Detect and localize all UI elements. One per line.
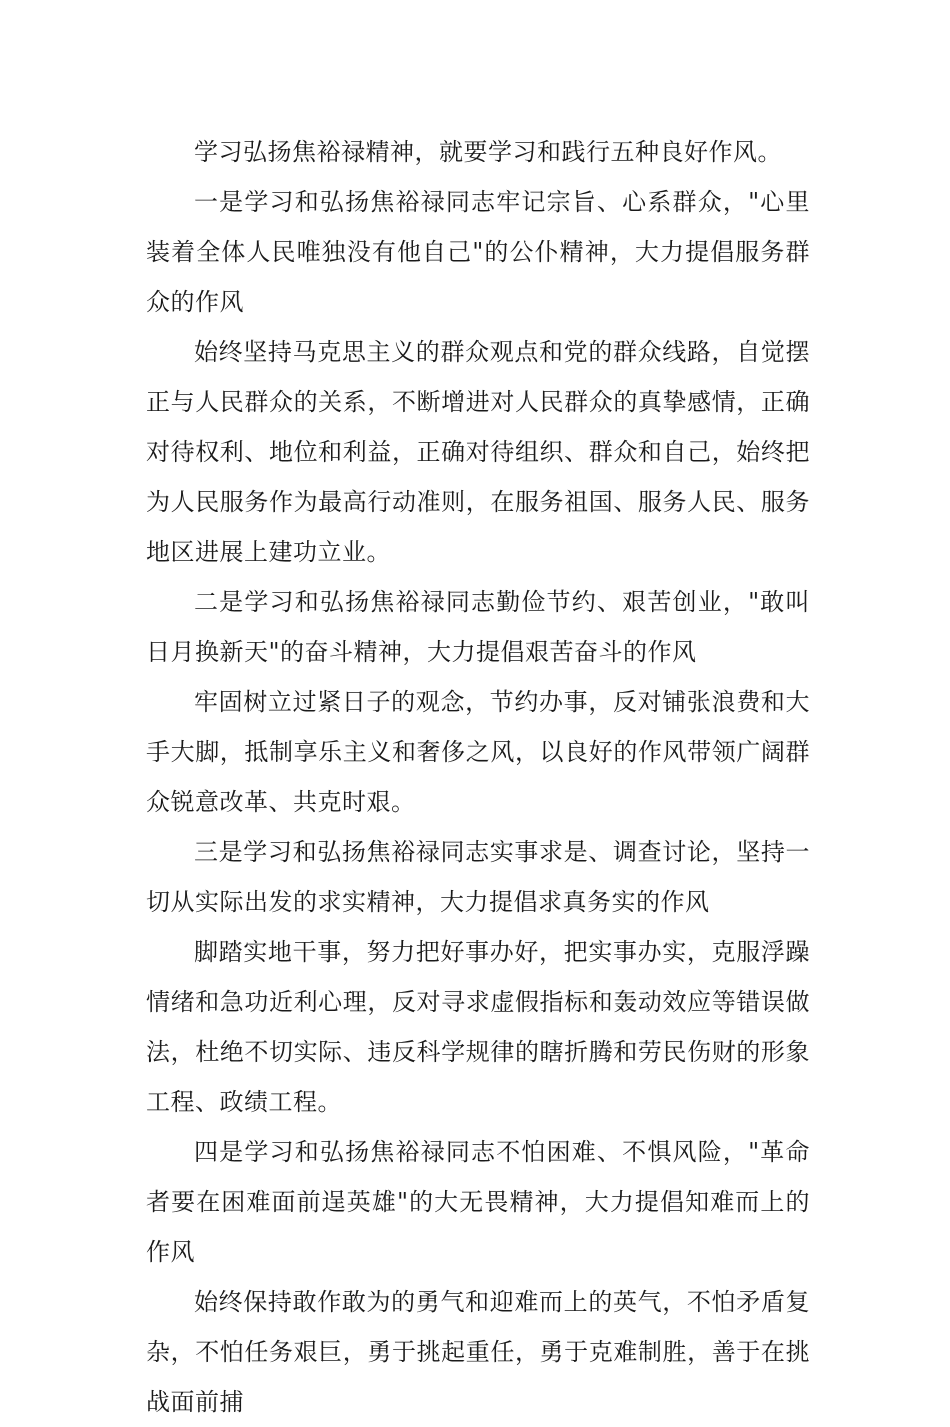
paragraph-heading-3: 三是学习和弘扬焦裕禄同志实事求是、调查讨论，坚持一切从实际出发的求实精神，大力提倡求真务实的作风 xyxy=(146,838,810,916)
paragraph-heading-2: 二是学习和弘扬焦裕禄同志勤俭节约、艰苦创业，"敢叫日月换新天"的奋斗精神，大力提倡艰苦奋斗的作风 xyxy=(146,588,810,666)
paragraph-body-3: 脚踏实地干事，努力把好事办好，把实事办实，克服浮躁情绪和急功近利心理，反对寻求虚假指标和轰动效应等错误做法，杜绝不切实际、违反科学规律的瞎折腾和劳民伤财的形象工程、政绩工程。 xyxy=(146,938,810,1116)
paragraph-body-4: 始终保持敢作敢为的勇气和迎难而上的英气，不怕矛盾复杂，不怕任务艰巨，勇于挑起重任，勇于克难制胜，善于在挑战面前捕 xyxy=(146,1288,810,1416)
paragraph-intro: 学习弘扬焦裕禄精神，就要学习和践行五种良好作风。 xyxy=(194,138,782,166)
document-body xyxy=(146,127,810,1427)
paragraph-heading-4: 四是学习和弘扬焦裕禄同志不怕困难、不惧风险，"革命者要在困难面前逞英雄"的大无畏精神，大力提倡知难而上的作风 xyxy=(146,1138,810,1266)
paragraph-body-2: 牢固树立过紧日子的观念，节约办事，反对铺张浪费和大手大脚，抵制享乐主义和奢侈之风，以良好的作风带领广阔群众锐意改革、共克时艰。 xyxy=(146,688,810,816)
paragraph-body-1: 始终坚持马克思主义的群众观点和党的群众线路，自觉摆正与人民群众的关系，不断增进对人民群众的真挚感情，正确对待权利、地位和利益，正确对待组织、群众和自己，始终把为人民服务作为最高行动准则，在服务祖国、服务人民、服务地区进展上建功立业。 xyxy=(146,338,810,566)
paragraph-heading-1: 一是学习和弘扬焦裕禄同志牢记宗旨、心系群众，"心里装着全体人民唯独没有他自己"的公仆精神，大力提倡服务群众的作风 xyxy=(146,188,810,316)
